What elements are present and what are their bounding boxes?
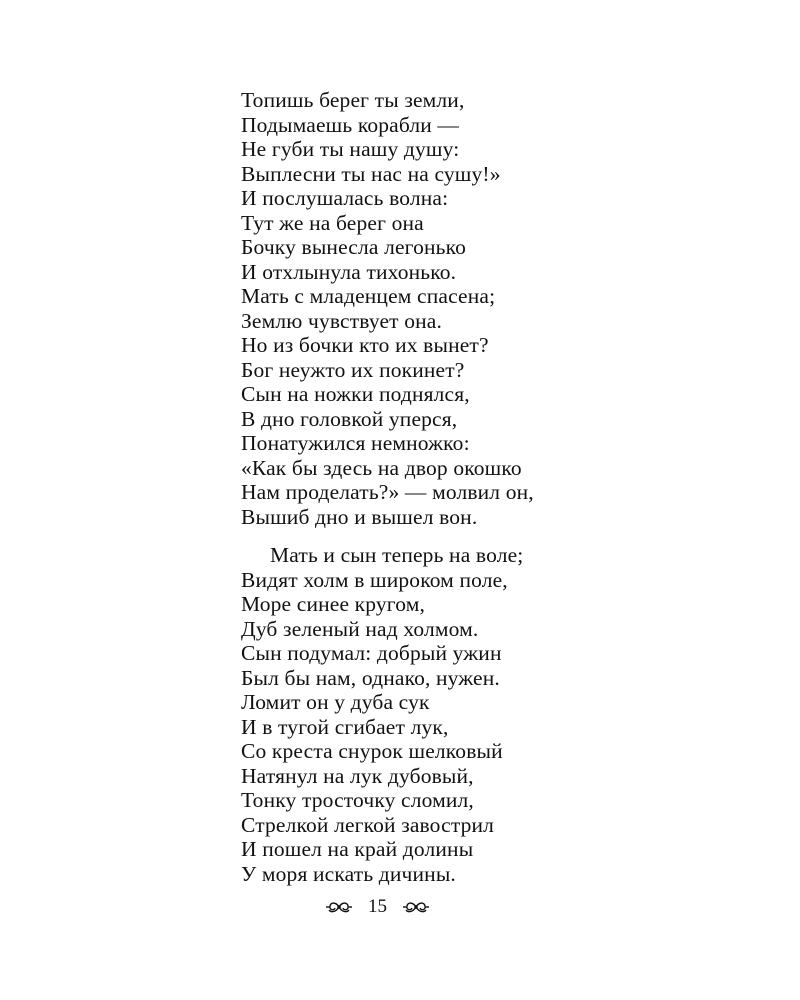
floral-ornament-icon bbox=[324, 898, 354, 916]
verse-line: Ломит он у дуба сук bbox=[241, 690, 430, 714]
verse-line: Понатужился немножко: bbox=[241, 431, 470, 455]
verse-line: Не губи ты нашу душу: bbox=[241, 137, 460, 161]
verse-line: И в тугой сгибает лук, bbox=[241, 714, 449, 739]
verse-line: Сын на ножки поднялся, bbox=[241, 382, 470, 406]
verse-line: Тут же на берег она bbox=[241, 210, 424, 235]
verse-line: Выплесни ты нас на сушу!» bbox=[241, 161, 501, 186]
page-footer bbox=[0, 895, 800, 919]
verse-line: И отхлынула тихонько. bbox=[241, 259, 457, 284]
verse-line: Был бы нам, однако, нужен. bbox=[241, 665, 500, 690]
verse-line: Натянул на лук дубовый, bbox=[241, 763, 474, 788]
verse-line: Бочку вынесла легонько bbox=[241, 235, 467, 259]
verse-line: И пошел на край долины bbox=[241, 837, 474, 861]
verse-line: Дуб зеленый над холмом. bbox=[241, 616, 479, 641]
verse-line: И послушалась волна: bbox=[241, 186, 449, 210]
stanza-1 bbox=[241, 88, 534, 529]
verse-line: В дно головкой уперся, bbox=[241, 406, 458, 431]
verse-line: Тонку тросточку сломил, bbox=[241, 788, 474, 812]
verse-line: Вышиб дно и вышел вон. bbox=[241, 504, 478, 529]
verse-line: У моря искать дичины. bbox=[241, 861, 456, 886]
verse-line-indented: Мать и сын теперь на воле; bbox=[270, 543, 524, 567]
folio bbox=[324, 895, 431, 919]
verse-line: Топишь берег ты земли, bbox=[241, 88, 465, 112]
stanza-2 bbox=[241, 543, 523, 886]
verse-line: Видят холм в широком поле, bbox=[241, 567, 508, 592]
verse-line: Со креста снурок шелковый bbox=[241, 739, 503, 763]
verse-line: Море синее кругом, bbox=[241, 592, 425, 616]
page-number: 15 bbox=[368, 896, 387, 917]
verse-line: Подымаешь корабли — bbox=[241, 112, 460, 137]
verse-line: Но из бочки кто их вынет? bbox=[241, 333, 489, 357]
floral-ornament-icon bbox=[401, 898, 431, 916]
verse-line: Землю чувствует она. bbox=[241, 308, 442, 333]
verse-line: Сын подумал: добрый ужин bbox=[241, 641, 502, 665]
verse-line: Мать с младенцем спасена; bbox=[241, 284, 496, 308]
verse-line: Нам проделать?» — молвил он, bbox=[241, 480, 534, 504]
verse-line: Стрелкой легкой завострил bbox=[241, 812, 495, 837]
verse-line: «Как бы здесь на двор окошко bbox=[241, 455, 522, 480]
verse-line: Бог неужто их покинет? bbox=[241, 357, 465, 382]
